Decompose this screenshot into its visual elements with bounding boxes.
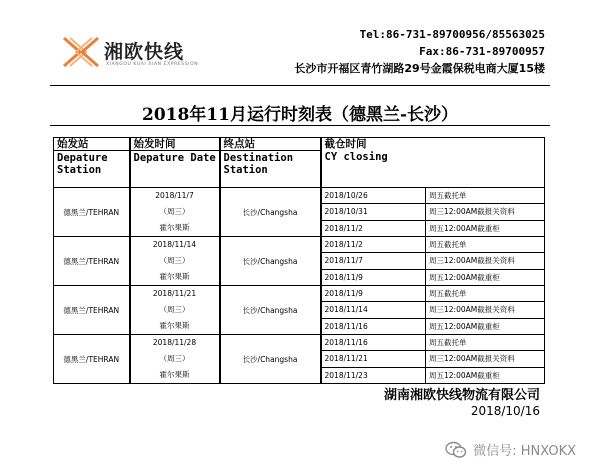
- contact-tel: Tel:86-731-89700956/85563025: [359, 28, 545, 41]
- cell-departure-date: [130, 286, 220, 335]
- table-header: [54, 138, 545, 188]
- cell-closing-note: 周五12:00AM截重柜: [426, 318, 545, 334]
- header-en: Depature Date: [133, 152, 216, 164]
- header-en: Station: [57, 164, 102, 176]
- cell-closing-note: 周五截托单: [426, 237, 545, 253]
- cell-closing-date: 2018/11/16: [321, 318, 426, 334]
- departure-port: 霍尔果斯: [159, 370, 190, 379]
- header-zh: 终点站: [221, 138, 320, 151]
- header-cell-cy-closing: [321, 138, 545, 188]
- cell-destination: 长沙/Changsha: [220, 188, 321, 237]
- contact-fax: Fax:86-731-89700957: [419, 45, 545, 58]
- cell-closing-date: 2018/11/16: [321, 335, 426, 351]
- logo-name: 湘欧快线: [104, 41, 185, 63]
- table-row: [54, 286, 545, 302]
- table-body: [54, 188, 545, 384]
- header-zh: 始发站: [54, 138, 129, 151]
- cell-closing-date: 2018/11/9: [321, 286, 426, 302]
- departure-date: 2018/11/28: [152, 338, 197, 347]
- departure-weekday: （周三）: [159, 207, 190, 216]
- cell-closing-note: 周五12:00AM截重柜: [426, 367, 545, 383]
- wechat-icon: [445, 441, 467, 459]
- departure-date: 2018/11/14: [152, 240, 197, 249]
- cell-closing-date: 2018/11/7: [321, 253, 426, 269]
- table-row: [54, 335, 545, 351]
- cell-departure-station: 德黑兰/TEHRAN: [54, 335, 130, 384]
- header-zh: 截仓时间: [324, 138, 367, 150]
- cell-departure-station: 德黑兰/TEHRAN: [54, 286, 130, 335]
- cell-closing-note: 周五截托单: [426, 286, 545, 302]
- watermark-text: 微信号: HNXOKX: [473, 444, 576, 459]
- logo-mark-icon: [60, 32, 102, 72]
- departure-port: 霍尔果斯: [159, 272, 190, 281]
- header-cell-departure-station: [54, 138, 130, 188]
- departure-port: 霍尔果斯: [159, 223, 190, 232]
- cell-closing-date: 2018/11/21: [321, 351, 426, 367]
- departure-weekday: （周三）: [159, 256, 190, 265]
- cell-destination: 长沙/Changsha: [220, 237, 321, 286]
- header-zh: 始发时间: [131, 138, 219, 151]
- table-row: [54, 237, 545, 253]
- cell-closing-note: 周三12:00AM截报关资料: [426, 351, 545, 367]
- header-en: Depature: [57, 152, 108, 164]
- cell-closing-date: 2018/11/9: [321, 269, 426, 285]
- header-en: Destination: [223, 152, 294, 164]
- departure-port: 霍尔果斯: [159, 321, 190, 330]
- watermark: [445, 440, 576, 459]
- header-en: Station: [223, 164, 268, 176]
- company-logo: [60, 32, 230, 72]
- cell-closing-date: 2018/11/2: [321, 237, 426, 253]
- cell-departure-date: [130, 335, 220, 384]
- cell-departure-station: 德黑兰/TEHRAN: [54, 188, 130, 237]
- cell-destination: 长沙/Changsha: [220, 286, 321, 335]
- cell-closing-note: 周三12:00AM截报关资料: [426, 253, 545, 269]
- cell-closing-note: 周五截托单: [426, 335, 545, 351]
- cell-departure-date: [130, 237, 220, 286]
- header-divider: [50, 85, 550, 86]
- contact-address: 长沙市开福区青竹湖路29号金霞保税电商大厦15楼: [294, 62, 545, 75]
- cell-closing-date: 2018/10/31: [321, 204, 426, 220]
- cell-closing-note: 周三12:00AM截报关资料: [426, 204, 545, 220]
- header-cell-destination: [220, 138, 321, 188]
- cell-closing-note: 周五截托单: [426, 188, 545, 204]
- title-divider: [50, 125, 550, 126]
- cell-closing-note: 周五12:00AM截重柜: [426, 269, 545, 285]
- logo-subtitle: XIANGOU KUAI XIAN EXPRESSION: [106, 62, 199, 67]
- header-en: CY closing: [324, 151, 388, 163]
- cell-closing-note: 周五12:00AM截重柜: [426, 220, 545, 236]
- cell-closing-date: 2018/10/26: [321, 188, 426, 204]
- departure-weekday: （周三）: [159, 305, 190, 314]
- cell-closing-date: 2018/11/14: [321, 302, 426, 318]
- schedule-table: [53, 137, 545, 384]
- signature-company: 湖南湘欧快线物流有限公司: [383, 388, 540, 403]
- contact-block: [294, 26, 545, 77]
- document-title: 2018年11月运行时刻表（德黑兰-长沙）: [141, 105, 459, 125]
- table-row: [54, 188, 545, 204]
- header-cell-departure-date: [130, 138, 220, 188]
- cell-departure-date: [130, 188, 220, 237]
- cell-closing-date: 2018/11/23: [321, 367, 426, 383]
- departure-date: 2018/11/7: [155, 191, 194, 200]
- cell-destination: 长沙/Changsha: [220, 335, 321, 384]
- cell-closing-date: 2018/11/2: [321, 220, 426, 236]
- signature-date: 2018/10/16: [470, 404, 540, 418]
- cell-closing-note: 周三12:00AM截报关资料: [426, 302, 545, 318]
- cell-departure-station: 德黑兰/TEHRAN: [54, 237, 130, 286]
- departure-date: 2018/11/21: [152, 289, 197, 298]
- departure-weekday: （周三）: [159, 354, 190, 363]
